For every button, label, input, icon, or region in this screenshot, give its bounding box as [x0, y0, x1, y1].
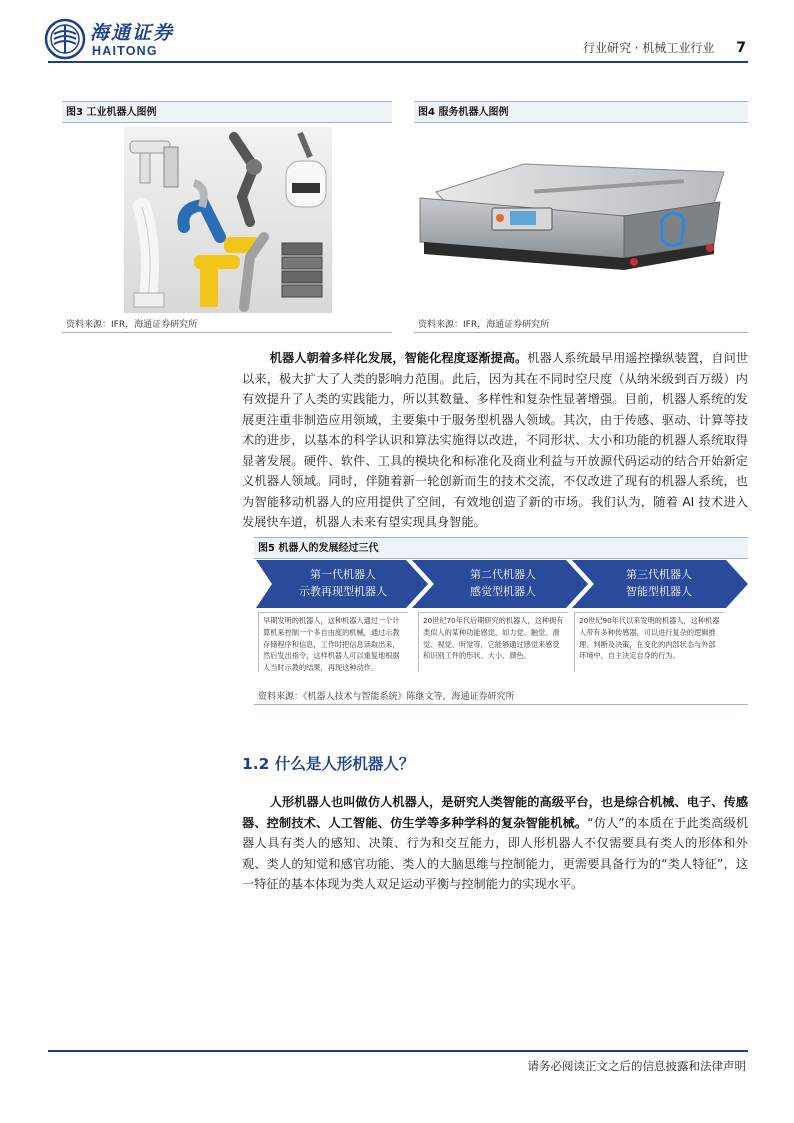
report-type: 行业研究 · 机械工业行业	[582, 41, 715, 55]
footer-disclaimer: 请务必阅读正文之后的信息披露和法律声明	[527, 1059, 746, 1073]
figure4-source: 资料来源：IFR，海通证券研究所	[418, 320, 550, 330]
paragraph1-body: 机器人系统最早用遥控操纵装置，自问世以来，极大扩大了人类的影响力范围。此后，因为其在不同时空尺度（从纳米级到百万级）内有效提升了人类的实践能力，所以其数量、多样性和复杂性显著增强。目前，机器人系统的发展更注重非制造应用领域，主要集中于服务型机器人领域。其次，由于传感、驱动、计算等技术的进步，以基本的科学认识和算法实施得以改进，不同形状、大小和功能的机器人系统取得显著发展。硬件、软件、工具的模块化和标准化及商业利益与开放源代码运动的结合开始新定义机器人领域。同时，伴随着新一轮创新而生的技术交流，不仅改进了现有的机器人系统，也为智能移动机器人的应用提供了空间，有效地创造了新的市场。我们认为，随着 AI 技术进入发展快车道，机器人未来有望实现具身智能。	[242, 351, 749, 529]
figure3-image-industrial-robots	[124, 127, 332, 313]
figure5-caption: 图5 机器人的发展经过三代	[254, 537, 748, 559]
logo-emblem-icon	[44, 18, 86, 60]
figure3-bottom-rule	[62, 332, 392, 333]
paragraph-robot-diversification	[242, 348, 748, 533]
gen2-subtitle: 感觉型机器人	[470, 585, 536, 598]
logo-text-en: HAITONG	[92, 44, 158, 58]
figure3-caption: 图3 工业机器人图例	[62, 101, 392, 123]
figure4-bottom-rule	[414, 332, 748, 333]
figure3-source: 资料来源：IFR，海通证券研究所	[66, 320, 198, 330]
figure4-caption: 图4 服务机器人图例	[414, 101, 748, 123]
gen1-description: 早期发明的机器人，这种机器人通过一个计算机来控制一个多自由度的机械，通过示教存储程序和信息，工作时把信息读取出来，然后发出指令，这样机器人可以重复地根据人当时示教的结果，再现这种动作。	[258, 612, 408, 672]
gen2-title: 第二代机器人	[470, 568, 536, 581]
gen1-title: 第一代机器人	[310, 568, 376, 581]
footer-rule	[48, 1050, 748, 1052]
gen3-subtitle: 智能型机器人	[626, 585, 692, 598]
company-logo	[44, 16, 204, 64]
gen3-label	[584, 566, 734, 600]
gen2-description: 20世纪70年代后期研究的机器人，这种拥有类似人的某种功能感觉，如力觉、触觉、滑觉、视觉、听觉等，它能够通过感觉来感受和识别工件的形状、大小、颜色。	[418, 612, 568, 672]
figure5-source: 资料来源：《机器人技术与智能系统》陈继文等，海通证券研究所	[258, 692, 515, 702]
gen3-title: 第三代机器人	[626, 568, 692, 581]
gen1-subtitle: 示教再现型机器人	[299, 585, 387, 598]
figure5-bottom-rule	[254, 704, 748, 705]
paragraph2-lead: 人形机器人也叫做仿人机器人，是研究人类智能的高级平台，也是综合机械、电子、传感器、控制技术、人工智能、仿生学等多种学科的复杂智能机械。	[242, 795, 749, 830]
section-heading: 1.2 什么是人形机器人？	[242, 755, 415, 773]
figure4-image-mobile-robot	[414, 158, 750, 282]
logo-text-cn: 海通证券	[90, 22, 175, 44]
paragraph2-body: “仿人”的本质在于此类高级机器人具有类人的感知、决策、行为和交互能力，即人形机器人不仅需要具有类人的形体和外观、类人的知觉和感官功能、类人的大脑思维与控制能力，更需要具备行为的“类人特征”，这一特征的基本体现为类人双足运动平衡与控制能力的实现水平。	[242, 815, 749, 891]
gen1-label	[268, 566, 418, 600]
gen2-label	[428, 566, 578, 600]
header-rule	[48, 61, 748, 63]
paragraph1-lead: 机器人朝着多样化发展，智能化程度逐渐提高。	[269, 351, 528, 365]
header-info	[583, 39, 746, 56]
paragraph-humanoid-definition	[242, 792, 748, 895]
gen3-description: 20世纪90年代以来发明的机器人，这种机器人带有多种传感器，可以进行复杂的逻辑推理、判断及决策，在变化的内部状态与外部环境中，自主决定自身的行为。	[574, 612, 724, 672]
page-number: 7	[736, 40, 746, 56]
